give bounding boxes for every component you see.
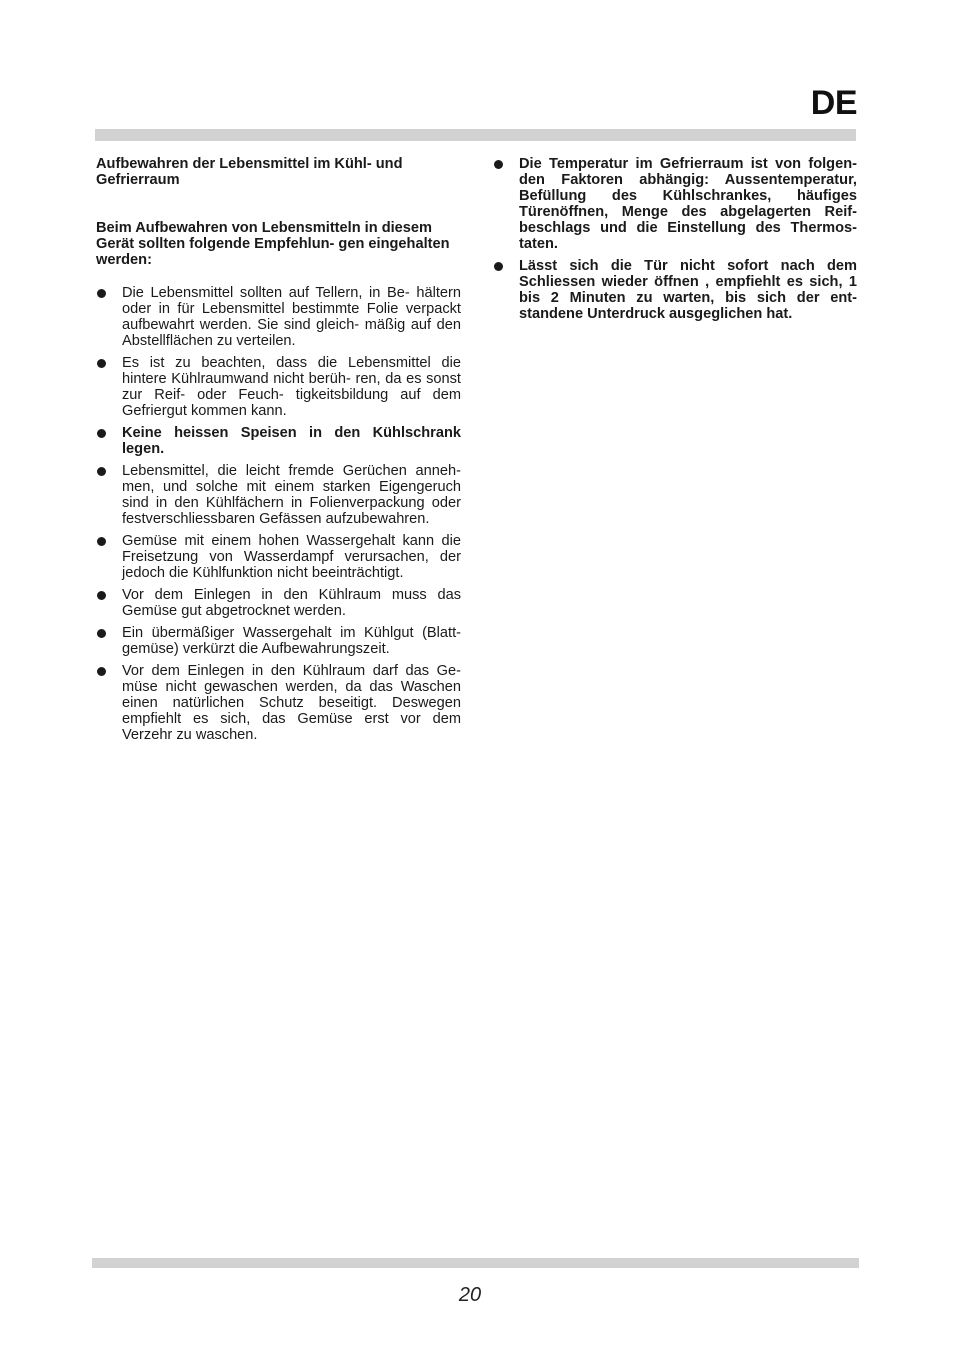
list-item xyxy=(493,258,857,322)
bullet-icon xyxy=(97,359,106,368)
list-item xyxy=(96,463,461,527)
footer-divider xyxy=(92,1258,859,1268)
bullet-icon xyxy=(97,467,106,476)
list-item-text: Vor dem Einlegen in den Kühlraum darf das Ge- müse nicht gewaschen werden, da das Waschen einen natürlichen Schutz beseitigt. Deswegen empfiehlt es sich, das Gemüse erst vor dem Verzehr zu waschen. xyxy=(122,663,461,743)
bullet-icon xyxy=(494,160,503,169)
list-item-text: Vor dem Einlegen in den Kühlraum muss das Gemüse gut abgetrocknet werden. xyxy=(122,587,461,619)
list-item xyxy=(96,533,461,581)
list-item-text: Gemüse mit einem hohen Wassergehalt kann die Freisetzung von Wasserdampf verursachen, der jedoch die Kühlfunktion nicht beeinträchtigt. xyxy=(122,533,461,581)
list-item xyxy=(96,663,461,743)
bullet-icon xyxy=(97,591,106,600)
list-item xyxy=(96,355,461,419)
left-bullet-list xyxy=(96,285,461,743)
header-divider xyxy=(95,129,856,141)
page-number: 20 xyxy=(458,1284,482,1306)
list-item-text: Die Temperatur im Gefrierraum ist von folgen- den Faktoren abhängig: Aussentemperatur, Befüllung des Kühlschrankes, häufiges Türenöffnen, Menge des abgelagerten Reif- beschlags und die Einstellung des Thermos- taten. xyxy=(519,156,857,252)
list-item xyxy=(96,285,461,349)
right-column xyxy=(493,156,857,328)
section-heading: Aufbewahren der Lebensmittel im Kühl- und Gefrierraum xyxy=(96,156,403,188)
list-item xyxy=(96,625,461,657)
list-item-text: Lebensmittel, die leicht fremde Gerüchen anneh- men, und solche mit einem starken Eigengeruch sind in den Kühlfächern in Folienverpackung oder festverschliessbaren Gefässen aufzubewahren. xyxy=(122,463,461,527)
list-item-text: Keine heissen Speisen in den Kühlschrank legen. xyxy=(122,425,461,457)
list-item xyxy=(96,425,461,457)
list-item-text: Es ist zu beachten, dass die Lebensmittel die hintere Kühlraumwand nicht berüh- ren, da es sonst zur Reif- oder Feuch- tigkeitsbildung auf dem Gefriergut kommen kann. xyxy=(122,355,461,419)
bullet-icon xyxy=(97,667,106,676)
list-item-text: Lässt sich die Tür nicht sofort nach dem Schliessen wieder öffnen , empfiehlt es sich, 1 bis 2 Minuten zu warten, bis sich der ent- standene Unterdruck ausgeglichen hat. xyxy=(519,258,857,322)
list-item-text: Ein übermäßiger Wassergehalt im Kühlgut (Blatt- gemüse) verkürzt die Aufbewahrungszeit. xyxy=(122,625,461,657)
bullet-icon xyxy=(97,429,106,438)
bullet-icon xyxy=(494,262,503,271)
left-column xyxy=(96,156,461,749)
bullet-icon xyxy=(97,537,106,546)
right-bullet-list xyxy=(493,156,857,322)
list-item xyxy=(96,587,461,619)
language-code: DE xyxy=(810,84,857,122)
bullet-icon xyxy=(97,629,106,638)
bullet-icon xyxy=(97,289,106,298)
list-item xyxy=(493,156,857,252)
list-item-text: Die Lebensmittel sollten auf Tellern, in Be- hältern oder in für Lebensmittel bestimmte Folie verpackt aufbewahrt werden. Sie sind gleich- mäßig auf den Abstellflächen zu verteilen. xyxy=(122,285,461,349)
section-intro: Beim Aufbewahren von Lebensmitteln in diesem Gerät sollten folgende Empfehlun- gen eingehalten werden: xyxy=(96,220,450,268)
